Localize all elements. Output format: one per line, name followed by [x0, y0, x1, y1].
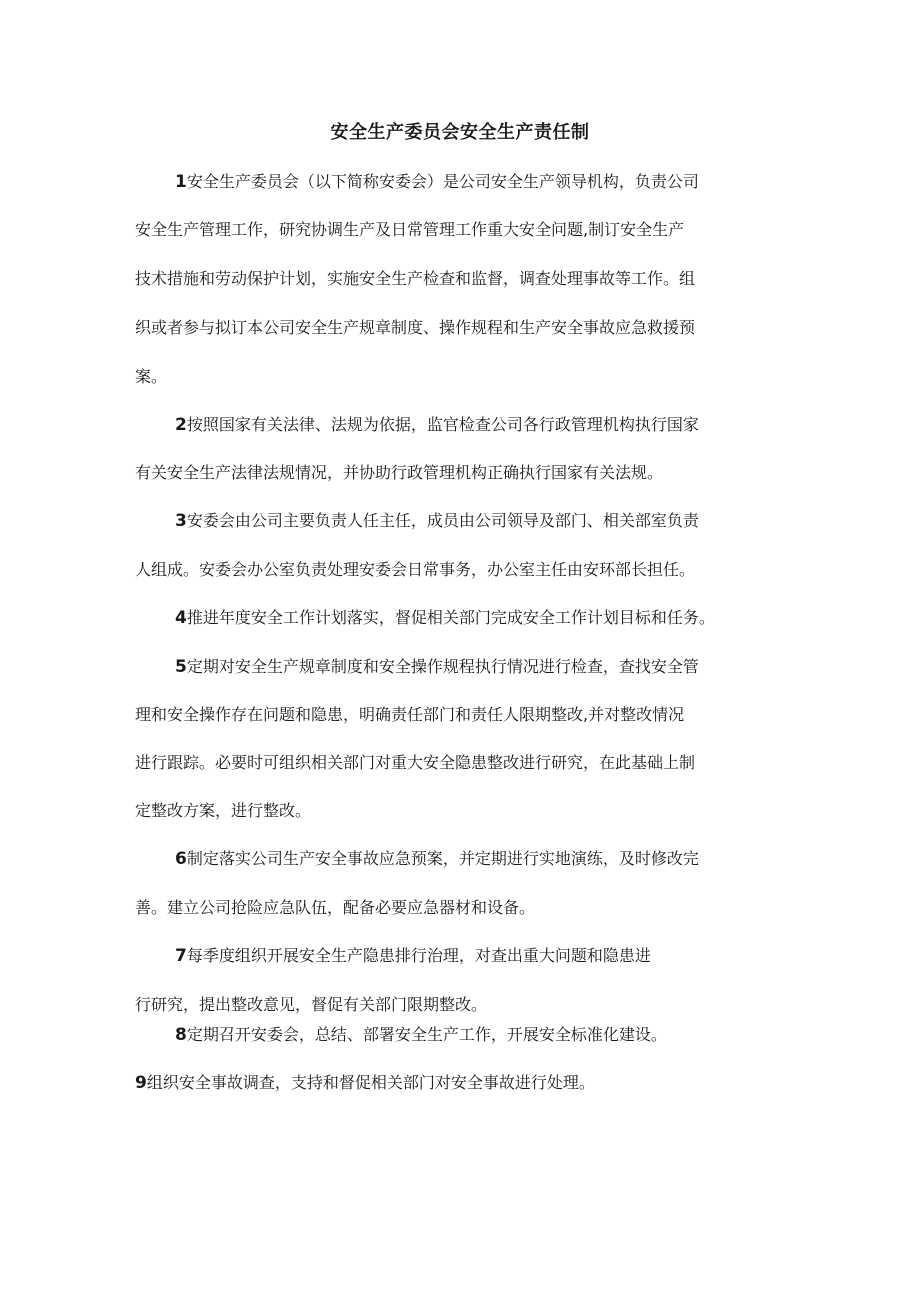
item-9-line-1: [135, 1073, 595, 1093]
item-number: 9: [135, 1073, 147, 1093]
item-number: 6: [175, 849, 187, 869]
item-4-line-1: [175, 608, 715, 628]
document-title: 安全生产委员会安全生产责任制: [330, 122, 590, 143]
item-number: 5: [175, 657, 187, 677]
item-2-line-1: [175, 415, 699, 435]
item-number: 7: [175, 946, 187, 966]
item-number: 8: [175, 1025, 187, 1045]
item-5-line-1: [175, 657, 699, 677]
item-5-line-4: 定整改方案，进行整改。: [135, 801, 312, 820]
item-1-line-5: 案。: [135, 367, 168, 386]
item-text: 安全生产委员会（以下简称安委会）是公司安全生产领导机构，负责公司: [186, 172, 699, 191]
item-text: 安委会由公司主要负责人任主任，成员由公司领导及部门、相关部室负责: [186, 511, 699, 530]
item-number: 4: [175, 608, 187, 628]
item-7-line-1: [175, 946, 651, 966]
item-number: 2: [175, 415, 187, 435]
item-6-line-1: [175, 849, 699, 869]
item-text: 制定落实公司生产安全事故应急预案，并定期进行实地演练，及时修改完: [186, 849, 699, 868]
item-text: 定期召开安委会，总结、部署安全生产工作，开展安全标准化建设。: [186, 1025, 667, 1044]
item-1-line-3: 技术措施和劳动保护计划，实施安全生产检查和监督，调查处理事故等工作。组: [135, 269, 696, 288]
item-8-line-1: [175, 1025, 667, 1045]
item-5-line-3: 进行跟踪。必要时可组织相关部门对重大安全隐患整改进行研究，在此基础上制: [135, 753, 696, 772]
item-text: 按照国家有关法律、法规为依据，监官检查公司各行政管理机构执行国家: [186, 415, 699, 434]
item-text: 推进年度安全工作计划落实，督促相关部门完成安全工作计划目标和任务。: [186, 608, 715, 627]
item-text: 组织安全事故调查，支持和督促相关部门对安全事故进行处理。: [146, 1073, 595, 1092]
item-3-line-1: [175, 511, 699, 531]
item-text: 定期对安全生产规章制度和安全操作规程执行情况进行检查，查找安全管: [186, 657, 699, 676]
item-7-line-2: 行研究，提出整改意见，督促有关部门限期整改。: [135, 995, 488, 1014]
item-1-line-1: [175, 172, 699, 192]
item-number: 3: [175, 511, 187, 531]
item-5-line-2: 理和安全操作存在问题和隐患，明确责任部门和责任人限期整改,并对整改情况: [135, 705, 685, 724]
item-1-line-2: 安全生产管理工作，研究协调生产及日常管理工作重大安全问题,制订安全生产: [135, 220, 685, 239]
item-6-line-2: 善。建立公司抢险应急队伍，配备必要应急器材和设备。: [135, 898, 536, 917]
item-1-line-4: 织或者参与拟订本公司安全生产规章制度、操作规程和生产安全事故应急救援预: [135, 318, 696, 337]
item-3-line-2: 人组成。安委会办公室负责处理安委会日常事务，办公室主任由安环部长担任。: [135, 560, 696, 579]
item-text: 每季度组织开展安全生产隐患排行治理，对查出重大问题和隐患进: [186, 946, 651, 965]
item-number: 1: [175, 172, 187, 192]
item-2-line-2: 有关安全生产法律法规情况，并协助行政管理机构正确执行国家有关法规。: [135, 463, 664, 482]
